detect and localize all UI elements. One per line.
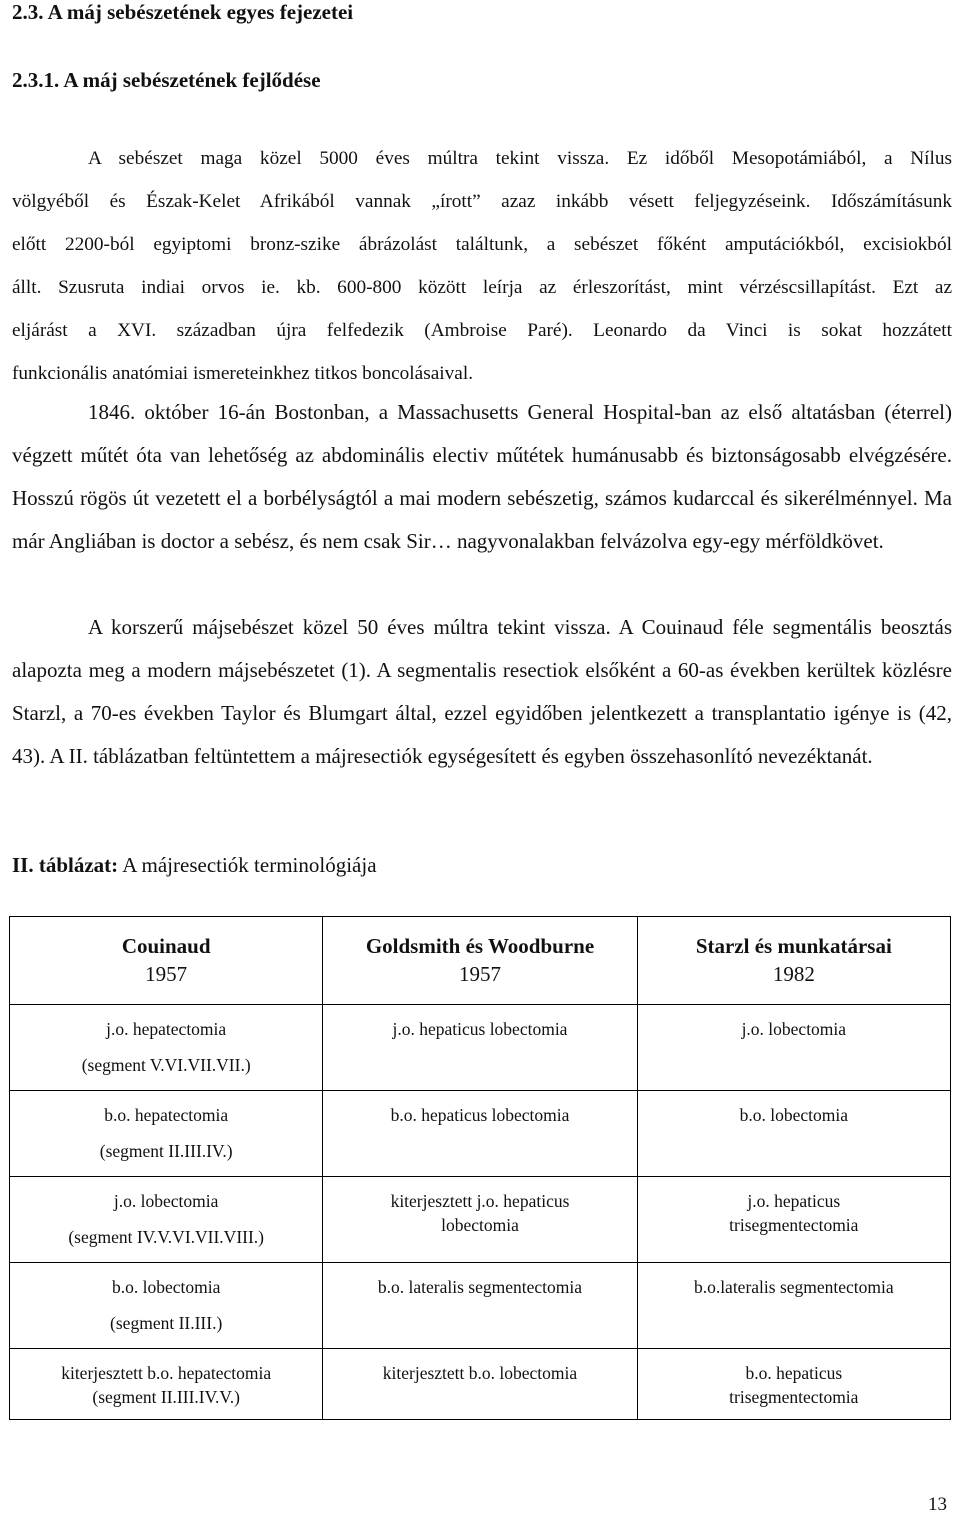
header-name: Couinaud bbox=[121, 934, 211, 958]
cell-segments: (segment II.III.IV.) bbox=[99, 1141, 233, 1161]
header-starzl bbox=[637, 917, 950, 1005]
table-cell bbox=[323, 1263, 637, 1349]
table-cell bbox=[637, 1349, 950, 1420]
cell-term-line: (segment II.III.IV.V.) bbox=[92, 1387, 240, 1407]
table-cell bbox=[10, 1091, 323, 1177]
section-heading: 2.3. A máj sebészetének egyes fejezetei bbox=[12, 0, 354, 24]
paragraph-line: eljárást a XVI. században újra felfedezik (Ambroise Paré). Leonardo da Vinci is sokat hozzátett bbox=[12, 320, 952, 341]
table-cell bbox=[10, 1005, 323, 1091]
cell-term-line: kiterjesztett b.o. hepatectomia bbox=[61, 1363, 272, 1383]
table-cell bbox=[323, 1091, 637, 1177]
header-name: Goldsmith és Woodburne bbox=[365, 934, 595, 958]
table-caption-label: II. táblázat: bbox=[12, 853, 119, 877]
table-header-row bbox=[10, 917, 951, 1005]
table-caption-text: A májresectiók terminológiája bbox=[118, 853, 377, 877]
table-cell bbox=[323, 1349, 637, 1420]
paragraph-history bbox=[12, 137, 952, 395]
table-row bbox=[10, 1177, 951, 1263]
header-goldsmith-woodburne bbox=[323, 917, 637, 1005]
cell-term: b.o.lateralis segmentectomia bbox=[693, 1277, 894, 1297]
cell-term bbox=[10, 1349, 322, 1409]
header-couinaud bbox=[10, 917, 323, 1005]
cell-segments: (segment V.VI.VII.VII.) bbox=[81, 1055, 251, 1075]
table-cell bbox=[323, 1005, 637, 1091]
cell-term bbox=[323, 1177, 636, 1237]
paragraph-line: A sebészet maga közel 5000 éves múltra tekint vissza. Ez időből Mesopotámiából, a Nílus bbox=[88, 148, 952, 169]
cell-segments: (segment II.III.) bbox=[110, 1313, 223, 1333]
paragraph-line: előtt 2200-ból egyiptomi bronz-szike ábrázolást találtunk, a sebészet főként amputációkból, excisiokból bbox=[12, 234, 952, 255]
header-name: Starzl és munkatársai bbox=[695, 934, 892, 958]
cell-term bbox=[638, 1177, 950, 1237]
cell-term-line: j.o. hepaticus bbox=[747, 1191, 841, 1211]
cell-term bbox=[638, 1349, 950, 1409]
header-year: 1982 bbox=[772, 962, 815, 986]
cell-term-line: trisegmentectomia bbox=[729, 1387, 859, 1407]
cell-term: j.o. lobectomia bbox=[113, 1191, 219, 1211]
cell-term: b.o. hepatectomia bbox=[104, 1105, 229, 1125]
paragraph-anesthesia: 1846. október 16-án Bostonban, a Massachusetts General Hospital-ban az első altatásban (éterrel) végzett műtét óta van lehetőség az abdominális electiv műtétek humánusabb és biztonságosabb elvégzésére. Hosszú rögös út vezetett el a borbélyságtól a mai modern sebészetig, számos kudarccal és sikerélménnyel. Ma már Angliában is doctor a sebész, és nem csak Sir… nagyvonalakban felvázolva egy-egy mérföldkövet. bbox=[12, 400, 952, 553]
page-number: 13 bbox=[928, 1494, 947, 1515]
header-year: 1957 bbox=[145, 962, 188, 986]
paragraph-line: völgyéből és Észak-Kelet Afrikából vannak „írott” azaz inkább vésett feljegyzéseink. Időszámításunk bbox=[12, 191, 952, 212]
cell-term: b.o. hepaticus lobectomia bbox=[390, 1105, 570, 1125]
cell-term-line: trisegmentectomia bbox=[729, 1215, 859, 1235]
table-cell bbox=[323, 1177, 637, 1263]
cell-term: b.o. lobectomia bbox=[111, 1277, 221, 1297]
paragraph-line: funkcionális anatómiai ismereteinkhez titkos boncolásaival. bbox=[12, 363, 474, 384]
cell-term: j.o. lobectomia bbox=[741, 1019, 847, 1039]
table-cell bbox=[637, 1177, 950, 1263]
cell-term: j.o. hepatectomia bbox=[106, 1019, 227, 1039]
cell-term-line: b.o. hepaticus bbox=[745, 1363, 843, 1383]
cell-term: b.o. lobectomia bbox=[739, 1105, 848, 1125]
subsection-heading: 2.3.1. A máj sebészetének fejlődése bbox=[12, 68, 321, 92]
table-cell bbox=[637, 1263, 950, 1349]
table-row bbox=[10, 1091, 951, 1177]
cell-segments: (segment IV.V.VI.VII.VIII.) bbox=[68, 1227, 265, 1247]
terminology-table bbox=[9, 916, 951, 1420]
table-cell bbox=[10, 1177, 323, 1263]
header-year: 1957 bbox=[458, 962, 501, 986]
cell-term: j.o. hepaticus lobectomia bbox=[392, 1019, 568, 1039]
cell-term-line: lobectomia bbox=[441, 1215, 519, 1235]
table-cell bbox=[637, 1005, 950, 1091]
table-cell bbox=[637, 1091, 950, 1177]
paragraph-liver-surgery: A korszerű májsebészet közel 50 éves múltra tekint vissza. A Couinaud féle segmentális beosztás alapozta meg a modern májsebészetet (1). A segmentalis resectiok elsőként a 60-as években kerültek közlésre Starzl, a 70-es években Taylor és Blumgart által, ezzel egyidőben jelentkezett a transplantatio igénye is (42, 43). A II. táblázatban feltüntettem a májresectiók egységesített és egyben összehasonlító nevezéktanát. bbox=[12, 615, 952, 768]
table-row bbox=[10, 1263, 951, 1349]
table-row bbox=[10, 1349, 951, 1420]
cell-term: kiterjesztett b.o. lobectomia bbox=[382, 1363, 578, 1383]
cell-term-line: kiterjesztett j.o. hepaticus bbox=[390, 1191, 570, 1211]
table-cell bbox=[10, 1349, 323, 1420]
paragraph-line: állt. Szusruta indiai orvos ie. kb. 600-800 között leírja az érleszorítást, mint vérzéscsillapítást. Ezt az bbox=[12, 277, 952, 298]
table-cell bbox=[10, 1263, 323, 1349]
table-row bbox=[10, 1005, 951, 1091]
cell-term: b.o. lateralis segmentectomia bbox=[377, 1277, 583, 1297]
table-caption bbox=[12, 853, 377, 878]
